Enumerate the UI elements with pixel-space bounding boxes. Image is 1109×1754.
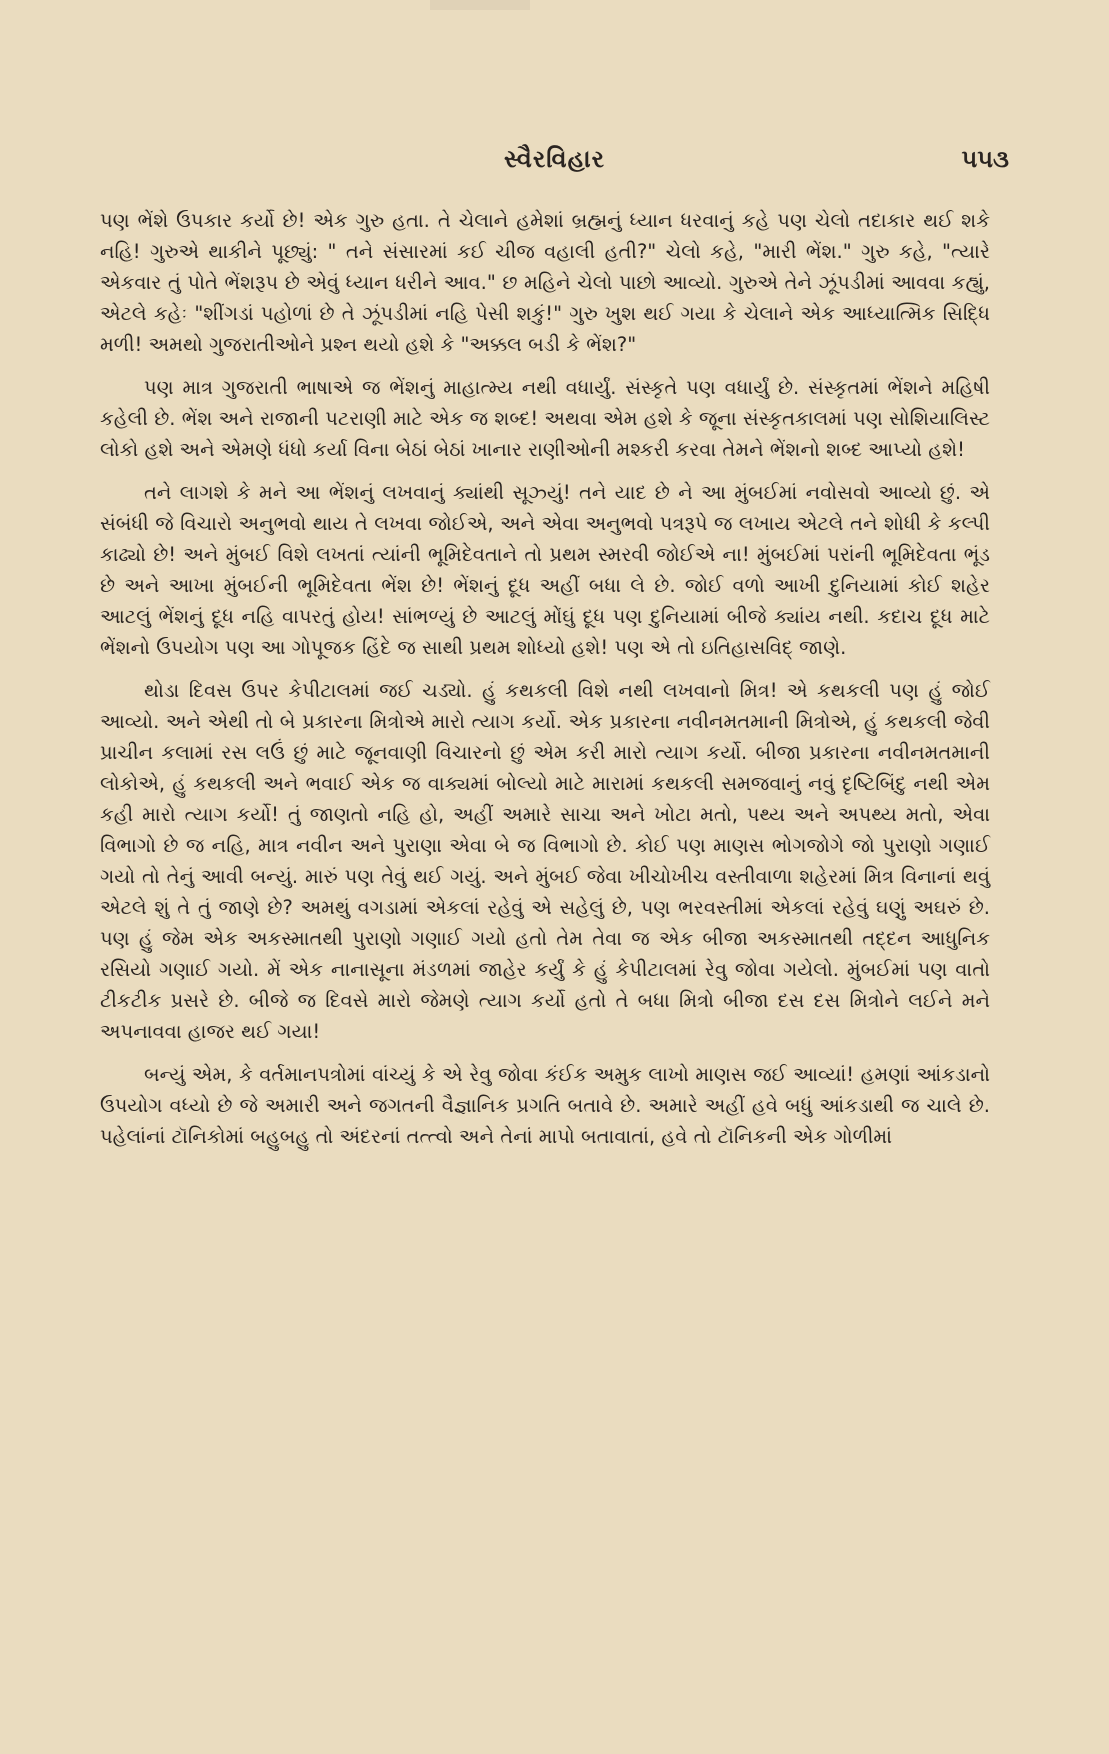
paragraph-statistics: બન્યું એમ, કે વર્તમાનપત્રોમાં વાંચ્યું કે એ રેવુ જોવા કંઈક અમુક લાખો માણસ જઈ આવ્યાં! હમણાં આંકડાનો ઉપયોગ વધ્યો છે જે અમારી અને જગતની વૈજ્ઞાનિક પ્રગતિ બતાવે છે. અમારે અહીં હવે બધું આંકડાથી જ ચાલે છે. પહેલાંનાં ટૉનિકોમાં બહુબહુ તો અંદરનાં તત્ત્વો અને તેનાં માપો બતાવાતાં, હવે તો ટૉનિકની એક ગોળીમાં	[100, 1063, 990, 1148]
paragraph-sanskrit-mahishi: પણ માત્ર ગુજરાતી ભાષાએ જ ભેંશનું માહાત્મ્ય નથી વધાર્યું. સંસ્કૃતે પણ વધાર્યું છે. સંસ્કૃતમાં ભેંશને મહિષી કહેલી છે. ભેંશ અને રાજાની પટરાણી માટે એક જ શબ્દ! અથવા એમ હશે કે જૂના સંસ્કૃતકાલમાં પણ સોશિયાલિસ્ટ લોકો હશે અને એમણે ધંધો કર્યા વિના બેઠાં બેઠાં ખાનાર રાણીઓની મશ્કરી કરવા તેમને ભેંશનો શબ્દ આપ્યો હશે!	[100, 376, 990, 461]
paragraph-kathakali-friends: થોડા દિવસ ઉપર કેપીટાલમાં જઈ ચડ્યો. હું કથકલી વિશે નથી લખવાનો મિત્ર! એ કથકલી પણ હું જોઈ આવ્યો. અને એથી તો બે પ્રકારના મિત્રોએ મારો ત્યાગ કર્યો. એક પ્રકારના નવીનમતમાની મિત્રોએ, હું કથકલી જેવી પ્રાચીન કલામાં રસ લઉં છું માટે જૂનવાણી વિચારનો છું એમ કરી મારો ત્યાગ કર્યો. બીજા પ્રકારના નવીનમતમાની લોકોએ, હું કથકલી અને ભવાઈ એક જ વાક્યમાં બોલ્યો માટે મારામાં કથકલી સમજવાનું નવું દૃષ્ટિબિંદુ નથી એમ કહી મારો ત્યાગ કર્યો! તું જાણતો નહિ હો, અહીં અમારે સાચા અને ખોટા મતો, પથ્ય અને અપથ્ય મતો, એવા વિભાગો છે જ નહિ, માત્ર નવીન અને પુરાણા એવા બે જ વિભાગો છે. કોઈ પણ માણસ ભોગજોગે જો પુરાણો ગણાઈ ગયો તો તેનું આવી બન્યું. મારું પણ તેવું થઈ ગયું. અને મુંબઈ જેવા ખીચોખીચ વસ્તીવાળા શહેરમાં મિત્ર વિનાનાં થવું એટલે શું તે તું જાણે છે? અમથું વગડામાં એકલાં રહેવું એ સહેલું છે, પણ ભરવસ્તીમાં એકલાં રહેવું ઘણું અઘરું છે. પણ હું જેમ એક અકસ્માતથી પુરાણો ગણાઈ ગયો હતો તેમ તેવા જ એક બીજા અકસ્માતથી તદ્દન આધુનિક રસિયો ગણાઈ ગયો. મેં એક નાનાસૂના મંડળમાં જાહેર કર્યું કે હું કેપીટાલમાં રેવુ જોવા ગયેલો. મુંબઈમાં પણ વાતો ટીકટીક પ્રસરે છે. બીજે જ દિવસે મારો જેમણે ત્યાગ કર્યો હતો તે બધા મિત્રો બીજા દસ દસ મિત્રોને લઈને મને અપનાવવા હાજર થઈ ગયા!	[100, 679, 990, 1043]
body-text	[100, 205, 990, 1164]
paper-stain	[430, 0, 530, 10]
running-header	[100, 145, 1009, 185]
paragraph-buffalo-guru: પણ ભેંશે ઉપકાર કર્યો છે! એક ગુરુ હતા. તે ચેલાને હમેશાં બ્રહ્મનું ધ્યાન ધરવાનું કહે પણ ચેલો તદાકાર થઈ શકે નહિ! ગુરુએ થાકીને પૂછ્યું: " તને સંસારમાં કઈ ચીજ વહાલી હતી?" ચેલો કહે, "મારી ભેંશ." ગુરુ કહે, "ત્યારે એકવાર તું પોતે ભેંશરૂપ છે એવું ધ્યાન ધરીને આવ." છ મહિને ચેલો પાછો આવ્યો. ગુરુએ તેને ઝૂંપડીમાં આવવા કહ્યું, એટલે કહેઃ "શીંગડાં પહોળાં છે તે ઝૂંપડીમાં નહિ પેસી શકું!" ગુરુ ખુશ થઈ ગયા કે ચેલાને એક આધ્યાત્મિક સિદ્ધિ મળી! અમથો ગુજરાતીઓને પ્રશ્ન થયો હશે કે "અક્કલ બડી કે ભેંશ?"	[100, 209, 990, 356]
page-number: ૫૫૩	[961, 145, 1009, 173]
paragraph-bombay-milk: તને લાગશે કે મને આ ભેંશનું લખવાનું ક્યાંથી સૂઝ્યું! તને યાદ છે ને આ મુંબઈમાં નવોસવો આવ્યો છું. એ સંબંધી જે વિચારો અનુભવો થાય તે લખવા જોઈએ, અને એવા અનુભવો પત્રરૂપે જ લખાય એટલે તને શોધી કે કલ્પી કાઢ્યો છે! અને મુંબઈ વિશે લખતાં ત્યાંની ભૂમિદેવતાને તો પ્રથમ સ્મરવી જોઈએ ના! મુંબઈમાં પરાંની ભૂમિદેવતા ભૂંડ છે અને આખા મુંબઈની ભૂમિદેવતા ભેંશ છે! ભેંશનું દૂધ અહીં બધા લે છે. જોઈ વળો આખી દુનિયામાં કોઈ શહેર આટલું ભેંશનું દૂધ નહિ વાપરતું હોય! સાંભળ્યું છે આટલું મોંઘું દૂધ પણ દુનિયામાં બીજે ક્યાંય નથી. કદાચ દૂધ માટે ભેંશનો ઉપયોગ પણ આ ગોપૂજક હિંદે જ સાથી પ્રથમ શોધ્યો હશે! પણ એ તો ઇતિહાસવિદ્ જાણે.	[100, 481, 990, 659]
running-title: સ્વૈરવિહાર	[504, 145, 605, 173]
